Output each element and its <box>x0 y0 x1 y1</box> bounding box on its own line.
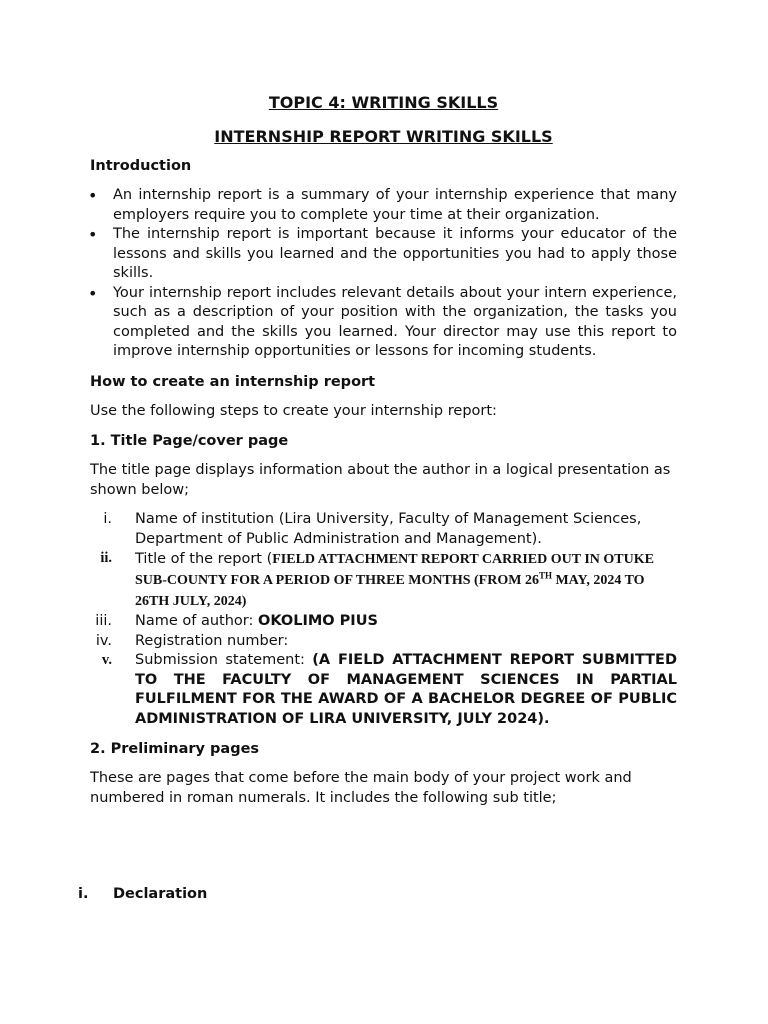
document-page <box>90 92 677 808</box>
list-item: • An internship report is a summary of your internship experience that many employers require you to complete your time at their organization. <box>88 186 677 223</box>
report-subtitle: INTERNSHIP REPORT WRITING SKILLS <box>214 127 553 146</box>
step1-heading: 1. Title Page/cover page <box>90 433 289 449</box>
declaration-heading: i. Declaration <box>78 886 208 902</box>
title-page-items <box>90 510 677 729</box>
step2-text: These are pages that come before the main body of your project work and numbered in roman numerals. It includes the following sub title; <box>90 770 632 806</box>
report-title-value: FIELD ATTACHMENT REPORT CARRIED OUT IN OTUKE SUB-COUNTY FOR A PERIOD OF THREE MONTHS (FROM 26TH MAY, 2024 TO 26TH JULY, 2024) <box>135 552 654 609</box>
introduction-bullet-list <box>90 186 677 362</box>
list-item: iii. Name of author: OKOLIMO PIUS <box>95 613 378 629</box>
list-item: • Your internship report includes relevant details about your intern experience, such as a description of your position with the organization, the tasks you completed and the skills you learned. Your director may use this report to improve internship opportunities or lessons for incoming students. <box>88 283 677 359</box>
bullet-icon: • <box>88 186 98 205</box>
list-item: iv. Registration number: <box>95 632 289 649</box>
submission-statement: (A FIELD ATTACHMENT REPORT SUBMITTED TO THE FACULTY OF MANAGEMENT SCIENCES IN PARTIAL FULFILMENT FOR THE AWARD OF A BACHELOR DEGREE OF PUBLIC ADMINISTRATION OF LIRA UNIVERSITY, JULY 2024). <box>135 652 677 727</box>
list-item: i. Name of institution (Lira University, Faculty of Management Sciences, Department of Public Administration and Management). <box>103 511 642 547</box>
list-item: ii. Title of the report (FIELD ATTACHMENT REPORT CARRIED OUT IN OTUKE SUB-COUNTY FOR A PERIOD OF THREE MONTHS (FROM 26TH MAY, 2024 TO 26TH JULY, 2024) <box>100 550 654 609</box>
bullet-icon: • <box>88 225 98 244</box>
author-name: OKOLIMO PIUS <box>258 613 378 629</box>
step1-text: The title page displays information about the author in a logical presentation as shown below; <box>90 462 671 498</box>
topic-title: TOPIC 4: WRITING SKILLS <box>268 93 499 112</box>
step2-heading: 2. Preliminary pages <box>90 741 260 757</box>
how-to-heading: How to create an internship report <box>90 373 376 390</box>
list-item: v. Submission statement: (A FIELD ATTACHMENT REPORT SUBMITTED TO THE FACULTY OF MANAGEMENT SCIENCES IN PARTIAL FULFILMENT FOR THE AWARD OF A BACHELOR DEGREE OF PUBLIC ADMINISTRATION OF LIRA UNIVERSITY, JULY 2024). <box>101 652 677 727</box>
introduction-heading: Introduction <box>90 158 192 174</box>
bullet-icon: • <box>88 283 98 303</box>
list-item: • The internship report is important because it informs your educator of the lessons and skills you learned and the opportunities you had to apply those skills. <box>88 225 677 281</box>
how-to-intro: Use the following steps to create your internship report: <box>90 402 497 419</box>
